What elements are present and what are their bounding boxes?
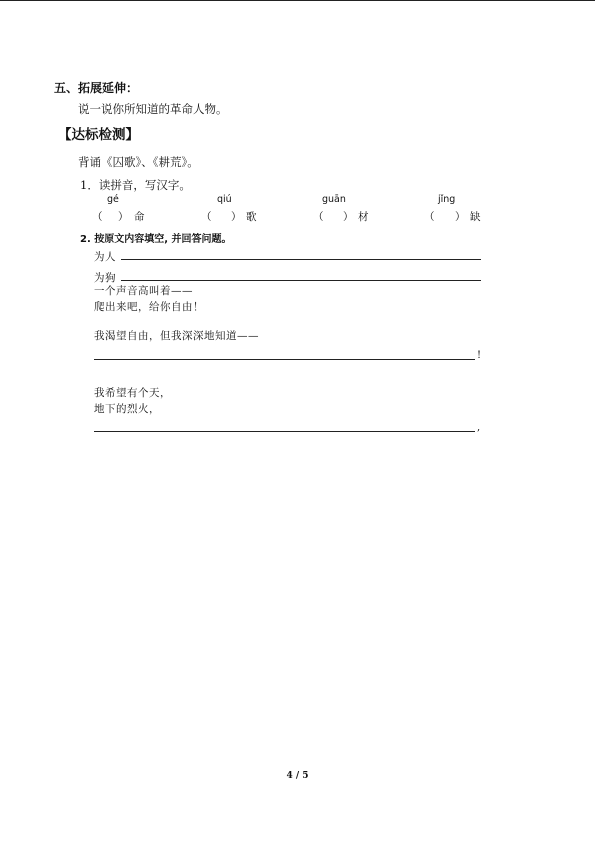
blank-1-suffix: 命: [134, 211, 145, 223]
poem-line-g: 地下的烈火，: [94, 403, 160, 415]
fill-line-a-label: 为人: [94, 251, 116, 263]
poem-line-c: 一个声音高叫着——: [94, 285, 193, 297]
pinyin-4: jǐng: [438, 194, 456, 205]
q1-label: 1．读拼音，写汉字。: [80, 178, 191, 192]
poem-line-e: 我渴望自由，但我深深地知道——: [94, 330, 259, 342]
blank-4-open: （: [424, 211, 435, 223]
blank-4-suffix: 缺: [470, 211, 481, 223]
q2-label: 2. 按原文内容填空, 并回答问题。: [80, 234, 232, 245]
blank-3-suffix: 材: [358, 211, 369, 223]
assessment-heading: 【达标检测】: [58, 127, 139, 143]
pinyin-1: gé: [107, 194, 119, 205]
pinyin-2: qiú: [217, 194, 232, 205]
fill-line-b[interactable]: [121, 280, 481, 281]
blank-2-open: （: [201, 211, 212, 223]
blank-3-open: （: [313, 211, 324, 223]
page-number: 4 / 5: [286, 771, 309, 781]
fill-line-b-label: 为狗: [94, 272, 116, 284]
fill-line-e[interactable]: [94, 359, 475, 360]
poem-line-f: 我希望有个天，: [94, 387, 171, 399]
pinyin-3: guān: [322, 194, 346, 205]
fill-line-g[interactable]: [94, 431, 475, 432]
blank-1-open: （: [92, 211, 103, 223]
poem-line-d: 爬出来吧，给你自由！: [94, 301, 204, 313]
blank-4-close: ）: [455, 211, 466, 223]
fill-line-e-end: !: [477, 350, 482, 361]
top-rule: [0, 0, 595, 1]
blank-2-suffix: 歌: [246, 211, 257, 223]
fill-line-g-end: ,: [477, 422, 481, 433]
fill-line-a[interactable]: [121, 259, 481, 260]
blank-3-close: ）: [343, 211, 354, 223]
blank-2-close: ）: [231, 211, 242, 223]
blank-1-close: ）: [118, 211, 129, 223]
section-5-title: 五、拓展延伸：: [54, 81, 139, 95]
recite-instruction: 背诵《囚歌》、《耕荒》。: [78, 155, 199, 169]
section-5-prompt: 说一说你所知道的革命人物。: [78, 102, 228, 116]
